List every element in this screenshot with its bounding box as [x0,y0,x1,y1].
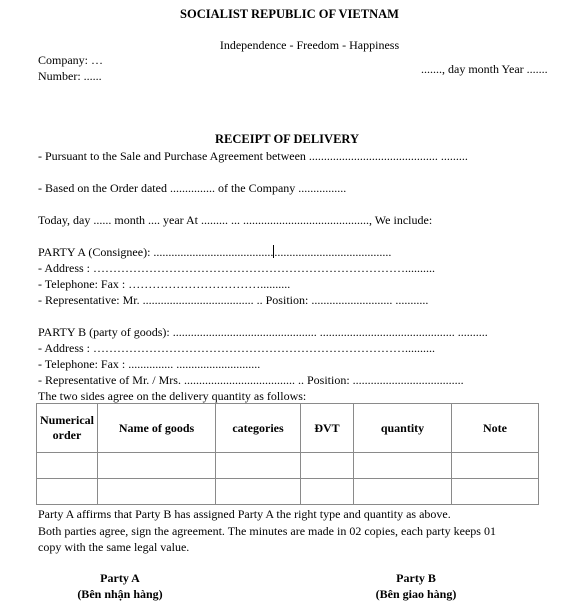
date-line: ......., day month Year ....... [421,62,548,76]
table-cell [98,479,216,505]
party-a-telephone: - Telephone: Fax : …………………………….......... [38,277,291,291]
table-cell [37,479,98,505]
party-a-heading [38,245,391,259]
column-header-name: Name of goods [98,404,216,453]
today-line: Today, day ...... month .... year At ......... ... .........................................., We include: [38,213,433,227]
party-a-address: - Address : …………………………………………………………………….......... [38,261,435,275]
table-cell [452,479,539,505]
closing-line-3: copy with the same legal value. [38,540,190,554]
table-cell [354,453,452,479]
column-header-unit: ĐVT [301,404,354,453]
party-b-signature-role: (Bên giao hàng) [375,587,457,601]
company-field: Company: … [38,53,103,67]
motto: Independence - Freedom - Happiness [219,38,400,52]
party-b-address: - Address : …………………………………………………………………….......... [38,341,435,355]
table-row [37,479,539,505]
document-title: RECEIPT OF DELIVERY [214,132,360,146]
closing-line-1: Party A affirms that Party B has assigned Party A the right type and quantity as above. [38,507,451,521]
party-a-signature-label: Party A [100,571,140,585]
table-cell [354,479,452,505]
table-cell [37,453,98,479]
party-b-representative: - Representative of Mr. / Mrs. ..................................... .. Position: ..................................... [38,373,464,387]
table-header-row [37,404,539,453]
column-header-note: Note [452,404,539,453]
party-a-heading-start: PARTY A (Consignee): ........................................ [38,245,274,259]
table-row [37,453,539,479]
party-a-signature-role: (Bên nhận hàng) [77,587,163,601]
party-a-heading-end: ....................................... [274,245,392,259]
number-field: Number: ...... [38,69,102,83]
table-cell [98,453,216,479]
table-cell [301,453,354,479]
agreement-intro: The two sides agree on the delivery quantity as follows: [38,389,307,403]
column-header-quantity: quantity [354,404,452,453]
table-cell [301,479,354,505]
table-cell [216,479,301,505]
closing-line-2: Both parties agree, sign the agreement. The minutes are made in 02 copies, each party keeps 01 [38,524,496,538]
party-b-signature-label: Party B [396,571,436,585]
column-header-order: Numerical order [37,404,98,453]
table-cell [452,453,539,479]
based-on-line: - Based on the Order dated ............... of the Company ................ [38,181,347,195]
table-cell [216,453,301,479]
country-heading: SOCIALIST REPUBLIC OF VIETNAM [180,7,399,21]
party-b-heading: PARTY B (party of goods): ................................................ ............................................. .......... [38,325,488,339]
pursuant-line: - Pursuant to the Sale and Purchase Agreement between ........................................... ......... [38,149,468,163]
party-a-representative: - Representative: Mr. ..................................... .. Position: ........................... ........... [38,293,429,307]
column-header-categories: categories [216,404,301,453]
party-b-telephone: - Telephone: Fax : ............... ............................ [38,357,261,371]
goods-table [36,403,539,505]
